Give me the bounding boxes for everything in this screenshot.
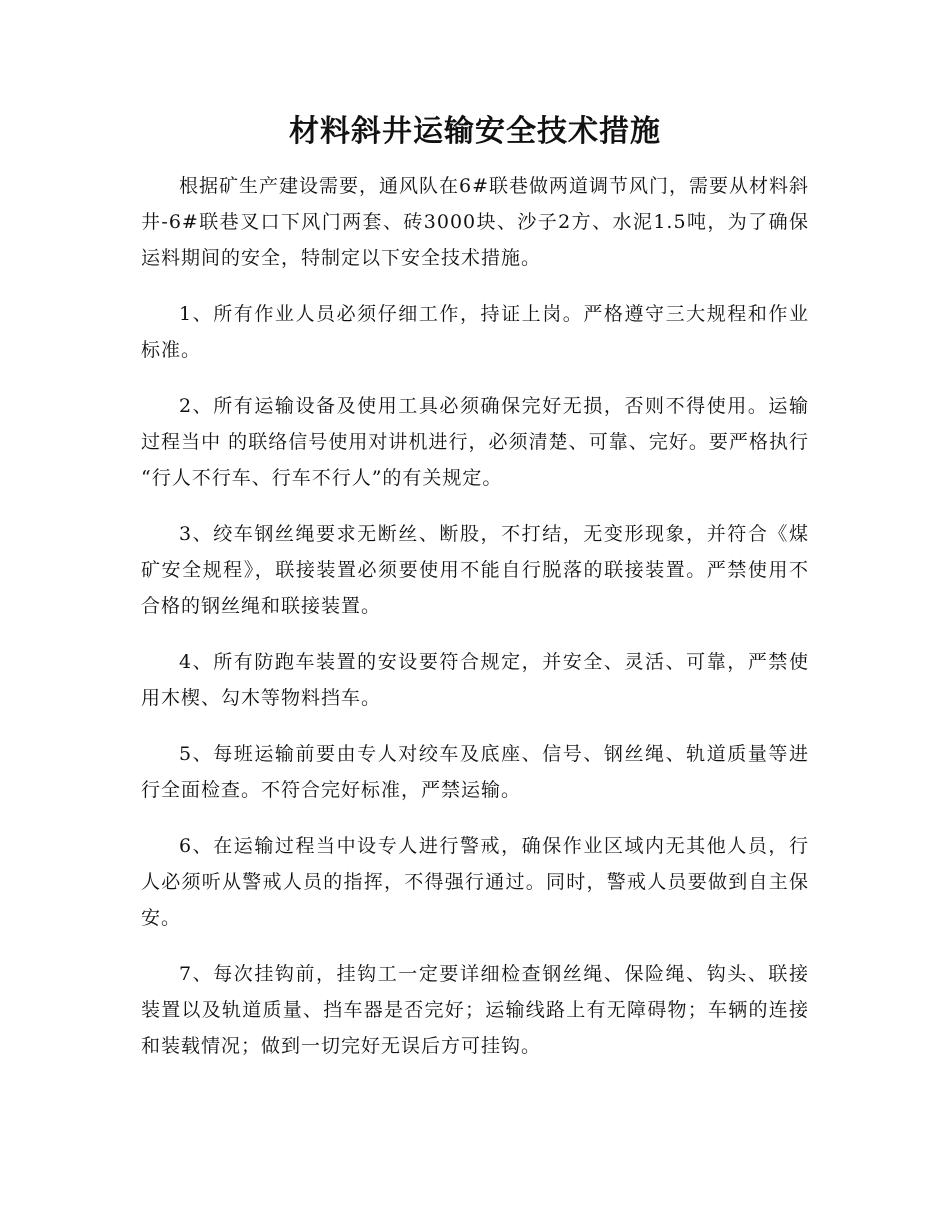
document-body (141, 168, 809, 1084)
measure-2-paragraph: 2、所有运输设备及使用工具必须确保完好无损，否则不得使用。运输过程当中 的联络信号使用对讲机进行，必须清楚、可靠、完好。要严格执行 “行人不行车、行车不行人”的有关规定。 (141, 395, 809, 489)
measure-3-paragraph: 3、绞车钢丝绳要求无断丝、断股，不打结，无变形现象，并符合《煤矿安全规程》，联接装置必须要使用不能自行脱落的联接装置。严禁使用不合格的钢丝绳和联接装置。 (141, 523, 809, 617)
measure-1-paragraph: 1、所有作业人员必须仔细工作，持证上岗。严格遵守三大规程和作业标准。 (141, 303, 809, 361)
measure-4-paragraph: 4、所有防跑车装置的安设要符合规定，并安全、灵活、可靠，严禁使用木楔、勾木等物料挡车。 (141, 651, 809, 709)
measure-7-paragraph: 7、每次挂钩前，挂钩工一定要详细检查钢丝绳、保险绳、钩头、联接装置以及轨道质量、挡车器是否完好；运输线路上有无障碍物；车辆的连接和装载情况；做到一切完好无误后方可挂钩。 (141, 963, 809, 1057)
intro-paragraph: 根据矿生产建设需要，通风队在6#联巷做两道调节风门，需要从材料斜井-6#联巷叉口下风门两套、砖3000块、沙子2方、水泥1.5吨，为了确保运料期间的安全，特制定以下安全技术措施。 (141, 175, 810, 269)
document-title: 材料斜井运输安全技术措施 (289, 114, 661, 149)
measure-5-paragraph: 5、每班运输前要由专人对绞车及底座、信号、钢丝绳、轨道质量等进行全面检查。不符合完好标准，严禁运输。 (141, 743, 809, 801)
measure-6-paragraph: 6、在运输过程当中设专人进行警戒，确保作业区域内无其他人员，行人必须听从警戒人员的指挥，不得强行通过。同时，警戒人员要做到自主保安。 (141, 835, 809, 929)
